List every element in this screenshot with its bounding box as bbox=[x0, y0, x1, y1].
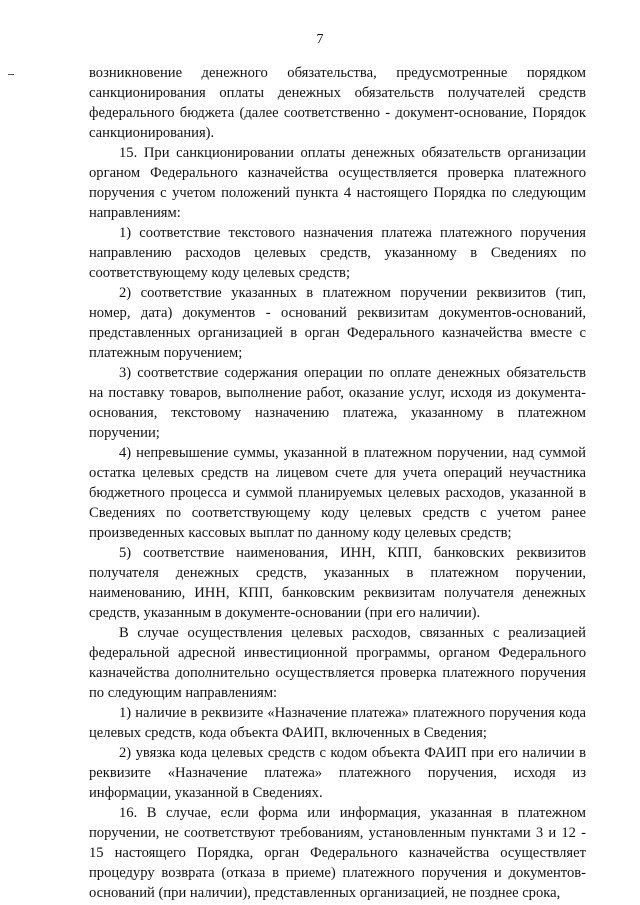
paragraph-item-1: 1) соответствие текстового назначения платежа платежного поручения направлению расходов целевых средств, указанному в Сведениях по соответствующему коду целевых средств; bbox=[89, 225, 586, 281]
page-number: 7 bbox=[316, 32, 324, 47]
paragraph-clause-15: 15. При санкционировании оплаты денежных обязательств организации органом Федерального казначейства осуществляется проверка платежного поручения с учетом положений пункта 4 настоящего Порядка по следующим направлениям: bbox=[89, 145, 586, 221]
paragraph-item-5: 5) соответствие наименования, ИНН, КПП, банковских реквизитов получателя денежных средств, указанных в платежном поручении, наименованию, ИНН, КПП, банковским реквизитам получателя денежных средств, указанным в документе-основании (при его наличии). bbox=[89, 545, 586, 621]
paragraph-faip-item-1: 1) наличие в реквизите «Назначение платежа» платежного поручения кода целевых средств, кода объекта ФАИП, включенных в Сведения; bbox=[89, 705, 586, 741]
paragraph-item-2: 2) соответствие указанных в платежном поручении реквизитов (тип, номер, дата) документов - оснований реквизитам документов-оснований, представленных организацией в орган Федерального казначейства вместе с платежным поручением; bbox=[89, 285, 586, 361]
margin-mark bbox=[8, 74, 14, 75]
paragraph-faip-item-2: 2) увязка кода целевых средств с кодом объекта ФАИП при его наличии в реквизите «Назначение платежа» платежного поручения, исходя из информации, указанной в Сведениях. bbox=[89, 745, 586, 801]
paragraph-item-4: 4) непревышение суммы, указанной в платежном поручении, над суммой остатка целевых средств на лицевом счете для учета операций неучастника бюджетного процесса и суммой планируемых целевых расходов, указанной в Сведениях по соответствующему коду целевых средств с учетом ранее произведенных кассовых выплат по данному коду целевых средств; bbox=[89, 445, 586, 541]
paragraph-item-3: 3) соответствие содержания операции по оплате денежных обязательств на поставку товаров, выполнение работ, оказание услуг, исходя из документа-основания, текстовому назначению платежа, указанному в платежном поручении; bbox=[89, 365, 586, 441]
paragraph-faip: В случае осуществления целевых расходов, связанных с реализацией федеральной адресной инвестиционной программы, органом Федерального казначейства дополнительно осуществляется проверка платежного поручения по следующим направлениям: bbox=[89, 625, 586, 701]
paragraph-continuation: возникновение денежного обязательства, предусмотренные порядком санкционирования оплаты денежных обязательств получателей средств федерального бюджета (далее соответственно - документ-основание, Порядок санкционирования). bbox=[89, 65, 586, 141]
document-body bbox=[89, 63, 586, 903]
paragraph-clause-16: 16. В случае, если форма или информация, указанная в платежном поручении, не соответствуют требованиям, установленным пунктами 3 и 12 - 15 настоящего Порядка, орган Федерального казначейства осуществляет процедуру возврата (отказа в приеме) платежного поручения и документов-оснований (при наличии), представленных организацией, не позднее срока, bbox=[89, 805, 586, 901]
